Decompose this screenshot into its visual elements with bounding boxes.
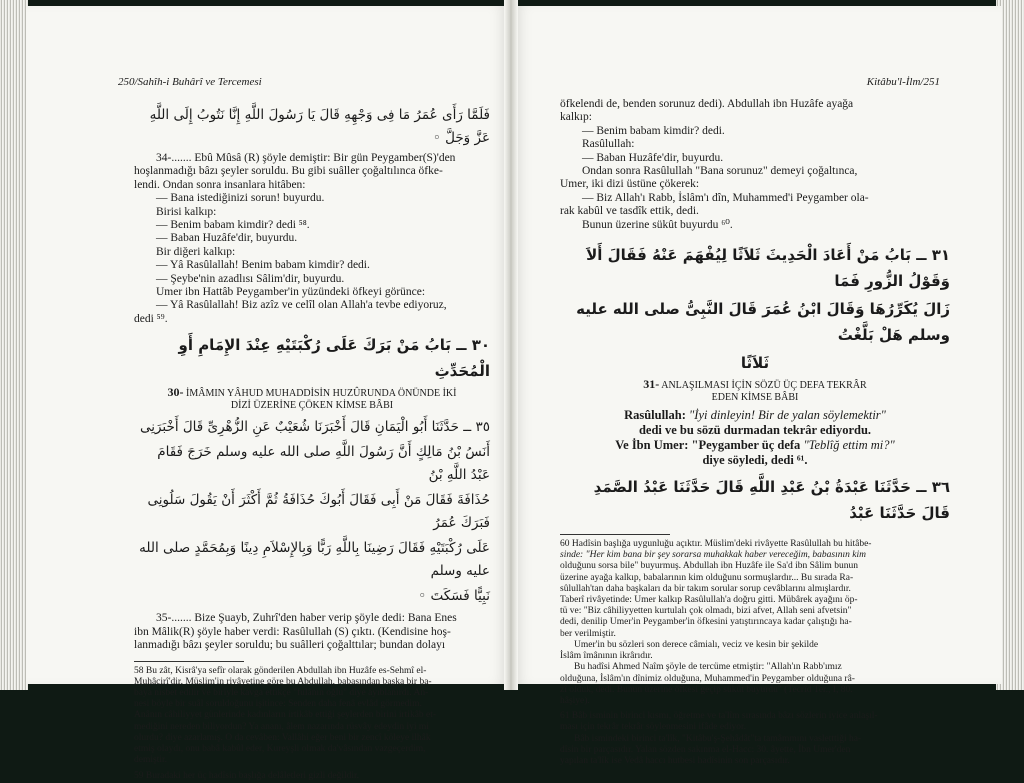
arabic-text: فَلَمَّا رَأَى عُمَرُ مَا فِى وَجْهِهِ قَالَ يَا رَسُولَ اللَّهِ إِنَّا نَتُوبُ إِلَى اللَّهِ عَزَّ وَجَلَّ ◦ xyxy=(149,107,490,146)
footnote-60: dedi, denilip Umer'in Peygamber'in öfkesini yatıştırıncaya kadar çalıştığı ha- xyxy=(560,617,852,628)
hadith-34-line: — Şeybe'nin azadlısı Sâlim'dir, buyurdu. xyxy=(156,272,345,285)
hadith-35-continued: Ondan sonra Rasûlullah "Bana sorunuz" demeyi çoğaltınca, xyxy=(582,165,858,178)
chapter-31-translation xyxy=(560,408,950,468)
chapter-30-arabic-title: ٣٠ ــ بَابُ مَنْ بَرَكَ عَلَى رُكْبَتَيْهِ عِنْدَ الإِمَامِ أَوِ الْمُحَدِّثِ xyxy=(178,336,490,381)
translation-line: diye söyledi, dedi ⁶¹. xyxy=(702,453,808,468)
footnote-60: sinde: "Her kim bana bir şey sorarsa muhakkak haber vereceğim, babasının kim xyxy=(560,550,866,561)
hadith-34-line: — Benim babam kimdir? dedi ⁵⁸. xyxy=(156,219,310,232)
footnote-58: baya nisbet edilir ve biriyle kavga ettikçe "fulânın oğlu" diye ayıblanırdı. An- xyxy=(134,687,429,698)
arabic-hadith-35: حُذَافَةَ فَقَالَ مَنْ أَبِى فَقَالَ أَبُوكَ حُذَافَةُ ثُمَّ أَكْثَرَ أَنْ يَقُولَ سَلُونِى فَبَرَكَ عُمَرُ xyxy=(147,492,490,532)
hadith-35-line: ibn Mâlik(R) şöyle haber verdi: Rasûlullah (S) çıktı. (Kendisine hoş- xyxy=(134,625,451,638)
right-page-body xyxy=(560,98,950,767)
hadith-35-continued: öfkelendi de, benden sorunuz dedi). Abdullah ibn Huzâfe ayağa xyxy=(560,98,854,110)
footnote-divider xyxy=(134,661,244,662)
chapter-31-arabic-title: زَالَ يُكَرِّرُهَا وَقَالَ ابْنُ عُمَرَ قَالَ النَّبِىُّ صلى الله عليه وسلم هَلْ بَلَّغْتُ xyxy=(576,300,950,345)
footnote-60: tü ve: "Biz câhiliyyetten kurtulalı çok olmadı, bizi afvet, Allah seni afvetsin" xyxy=(560,606,852,617)
book-page-edges-left xyxy=(0,0,28,690)
footnote-58: mediğini nereden biliyordun? Ya ananı, âlem nazarında rüsvây edeydin iyi mi xyxy=(134,721,429,732)
footnote-60: İslâm îmânının ikrârıdır. xyxy=(560,651,653,662)
footnote-60: sûlullah'tan daha başkaları da bir takım sorular sorup cevâblarını almışlardır. xyxy=(560,583,851,594)
page-header: Kitâbu'l-İlm/251 xyxy=(866,76,940,88)
footnote-58: etmiş olaydı, onu babâ kabûl eder, Kureyşli olmak da'vâsından vazgeçerdim, xyxy=(134,743,426,754)
hadith-35-continued: rak kabûl ve tasdîk ettik, dedi. xyxy=(560,205,699,218)
hadith-34-line: — Baban Huzâfe'dir, buyurdu. xyxy=(156,232,298,245)
footnote-60: 60 Hadîsin başlığa uygunluğu açıktır. Müslim'deki rivâyette Rasûlullah bu hitâbe- xyxy=(560,539,872,550)
footnote-61: 61 Bâb isminin birinci kısmı, öğretme ve ta'lîm sırasında bâzı sözlerin iyice anlaşıl- xyxy=(560,711,878,722)
chapter-title-line: DİZİ ÜZERİNE ÇÖKEN KİMSE BÂBI xyxy=(230,400,394,412)
chapter-number: 31- xyxy=(643,377,660,392)
footnote-60: Umer'in bu sözleri son derece câmialı, veciz ve kesin bir şekilde xyxy=(574,639,819,650)
footnote-60: hâşiye). xyxy=(560,695,590,706)
chapter-31-arabic-title: ٣١ ــ بَابُ مَنْ أَعَادَ الْحَدِيثَ ثَلاَثًا لِيُفْهَمَ عَنْهُ فَقَالَ أَلاَ وَقَوْلُ الزُّورِ فَمَا xyxy=(586,246,950,291)
footnote-60: zî olduk, dedi. Bunun üzerine öfkesi geçip sükût buyurdu" (Tecrîd Ter., I, 80. xyxy=(560,684,853,695)
footnote-58: demiştir. xyxy=(134,755,167,766)
left-page xyxy=(26,6,510,782)
translation-line: "İyi dinleyin! Bir de yalan söylemektir" xyxy=(689,408,886,423)
left-page-body xyxy=(134,102,490,783)
chapter-31-title xyxy=(560,378,950,404)
footnote-60: Taberî rivâyetinde: Umer kalkıp Rasûlullah'a doğru gitti. Mübârek ayağını öp- xyxy=(560,595,858,606)
hadith-34-line: — Bana istediğinizi sorun! buyurdu. xyxy=(156,192,325,205)
hadith-34-line: Umer ibn Hattâb Peygamber'in yüzündeki öfkeyi görünce: xyxy=(156,286,426,299)
footnote-58: Muhâcirî'dir. Müslim'in rivâyetine göre bu Abdullah, babasından başka bir ba- xyxy=(134,676,432,687)
hadith-35-continued: Bunun üzerine sükût buyurdu ⁶⁰. xyxy=(582,218,733,231)
arabic-hadith-35: ٣٥ ــ حَدَّثَنَا أَبُو الْيَمَانِ قَالَ أَخْبَرَنَا شُعَيْبٌ عَنِ الزُّهْرِىِّ قَالَ أَخْبَرَنِى xyxy=(139,419,490,436)
hadith-34-line: 34-....... Ebû Mûsâ (R) şöyle demiştir: Bir gün Peygamber(S)'den xyxy=(156,152,456,164)
footnote-60: Bu hadîsi Ahmed Naîm şöyle de tercüme etmiştir: "Allah'ın Rabb'ımız xyxy=(574,662,842,673)
hadith-34-line: — Yâ Rasûlallah! Biz azîz ve celîl olan Allah'a tevbe ediyoruz, xyxy=(156,299,447,312)
arabic-hadith-36: ٣٦ ــ حَدَّثَنَا عَبْدَةُ بْنُ عَبْدِ اللَّهِ قَالَ حَدَّثَنَا عَبْدُ الصَّمَدِ قَالَ حَدَّثَنَا عَبْدُ xyxy=(593,478,950,523)
hadith-35-continued: — Baban Huzâfe'dir, buyurdu. xyxy=(582,151,724,164)
arabic-hadith-35: نَبِيًّا فَسَكَتَ ◦ xyxy=(418,588,490,605)
hadith-35-line: lanmadığı bâzı şeyler soruldu; bu suâlleri çoğalttılar; bundan dolayı xyxy=(134,639,446,652)
hadith-35-continued: — Benim babam kimdir? dedi. xyxy=(582,124,725,137)
hadith-35-line: 35-....... Bize Şuayb, Zuhrî'den haber verip şöyle dedi: Bana Enes xyxy=(156,612,457,625)
hadith-34-line: — Yâ Rasûlallah! Benim babam kimdir? dedi. xyxy=(156,259,370,272)
chapter-title-line: EDEN KİMSE BÂBI xyxy=(711,392,799,404)
footnote-61: Bâb ismindeki birinci ta'lîk, "Kitâbu'ş-Şehâdât"ta tamâmmını vasletttiği ha- xyxy=(574,733,862,744)
hadith-35-continued: — Biz Allah'ı Rabb, İslâm'ı dîn, Muhammed'i Peygamber ola- xyxy=(582,191,869,204)
chapter-30-title xyxy=(134,386,490,412)
page-header: 250/Sahîh-i Buhârî ve Tercemesi xyxy=(118,76,262,88)
translation-line: dedi ve bu sözü durmadan tekrâr ediyordu. xyxy=(638,423,872,438)
translation-line: Ve İbn Umer: "Peygamber üç defa xyxy=(615,438,801,453)
footnote-divider xyxy=(560,534,670,535)
footnote-58: Anânın câhiliyyet günlerinde kadınların irtikâb ettiği şeylerden birini irtikâb et- xyxy=(134,710,437,721)
footnote-58: 58 Bu zât, Kisrâ'ya sefîr olarak gönderilen Abdullah ibn Huzâfe es-Sehmî el- xyxy=(134,665,427,676)
translation-line: "Teblîğ ettim mi?" xyxy=(803,438,895,453)
hadith-34-line: Birisi kalkıp: xyxy=(156,205,217,218)
footnote-61: yapılan ta'lîk ise Vedâ haccı hutbesi hadîsinin son parçasıdır. xyxy=(560,755,790,766)
footnote-60: olduğuna, İslâm'ın dînimiz olduğuna, Muhammed'in Peygamber olduğuna râ- xyxy=(560,673,855,684)
arabic-hadith-35: أَنَسُ بْنُ مَالِكٍ أَنَّ رَسُولَ اللَّهِ صلى الله عليه وسلم خَرَجَ فَقَامَ عَبْدُ اللَّهِ بْنُ xyxy=(157,444,490,484)
hadith-35-continued: kalkıp: xyxy=(560,111,592,124)
book-spine-gutter xyxy=(504,0,518,690)
chapter-title-line: İMÂMIN YÂHUD MUHADDİSİN HUZÛRUNDA ÖNÜNDE İKİ xyxy=(186,388,457,400)
chapter-title-line: ANLAŞILMASI İÇİN SÖZÜ ÜÇ DEFA TEKRÂR xyxy=(661,380,867,392)
footnote-61: ması için tekrâr tekrâr söylenmesini ifâde ediyor. xyxy=(560,722,746,733)
footnote-60: olduğunu sorsa bile" buyurmuş. Abdullah ibn Huzâfe ile Sa'd ibn Sâlim bunun xyxy=(560,561,858,572)
footnote-60: ber verilmiştir. xyxy=(560,628,616,639)
hadith-34-line: lendi. Ondan sonra insanlara hitâben: xyxy=(134,178,306,191)
hadith-34-line: hoşlanmadığı bâzı şeyler soruldu. Bu gibi suâller çoğaltılınca öfke- xyxy=(134,165,443,178)
hadith-35-continued: Umer, iki dizi üstüne çökerek: xyxy=(560,178,700,191)
chapter-31-arabic-title: ثَلاَثًا xyxy=(740,354,770,373)
footnote-61: dîsin bir parçasıdır. Yalan sözden sakınma el-Hacc: 30. âyette, İbn Umer'den xyxy=(560,744,851,755)
footnote-60: üzerine ayağa kalkıp, babalarının kim olduğunu sormuşlardır... Bu sırada Ra- xyxy=(560,572,854,583)
hadith-35-continued: Rasûlullah: xyxy=(582,138,635,151)
footnote-59: 59 Buradaki her üç hadîsin başlığa delâletleri gizli değildir. xyxy=(134,771,360,782)
translation-line: Rasûlullah: xyxy=(624,408,686,423)
hadith-34-line: Bir diğeri kalkıp: xyxy=(156,245,236,258)
footnote-58: olurdu? diye azarlamış. O da cevâben: Vallâhi eğer beni bir zencî köleye ilhâk xyxy=(134,732,431,743)
hadith-34-line: dedi ⁵⁹. xyxy=(134,312,168,325)
footnote-58: nesi böyle bir suâl soruldoğunu işitince: Senden daha fenâ evlâd görmedim. xyxy=(134,699,422,710)
right-page xyxy=(512,6,1002,766)
arabic-hadith-35: عَلَى رُكْبَتَيْهِ فَقَالَ رَضِينَا بِاللَّهِ رَبًّا وَبِالإِسْلاَمِ دِينًا وَبِمُحَمَّدٍ صلى الله عليه وسلم xyxy=(139,540,490,580)
chapter-number: 30- xyxy=(167,385,184,400)
